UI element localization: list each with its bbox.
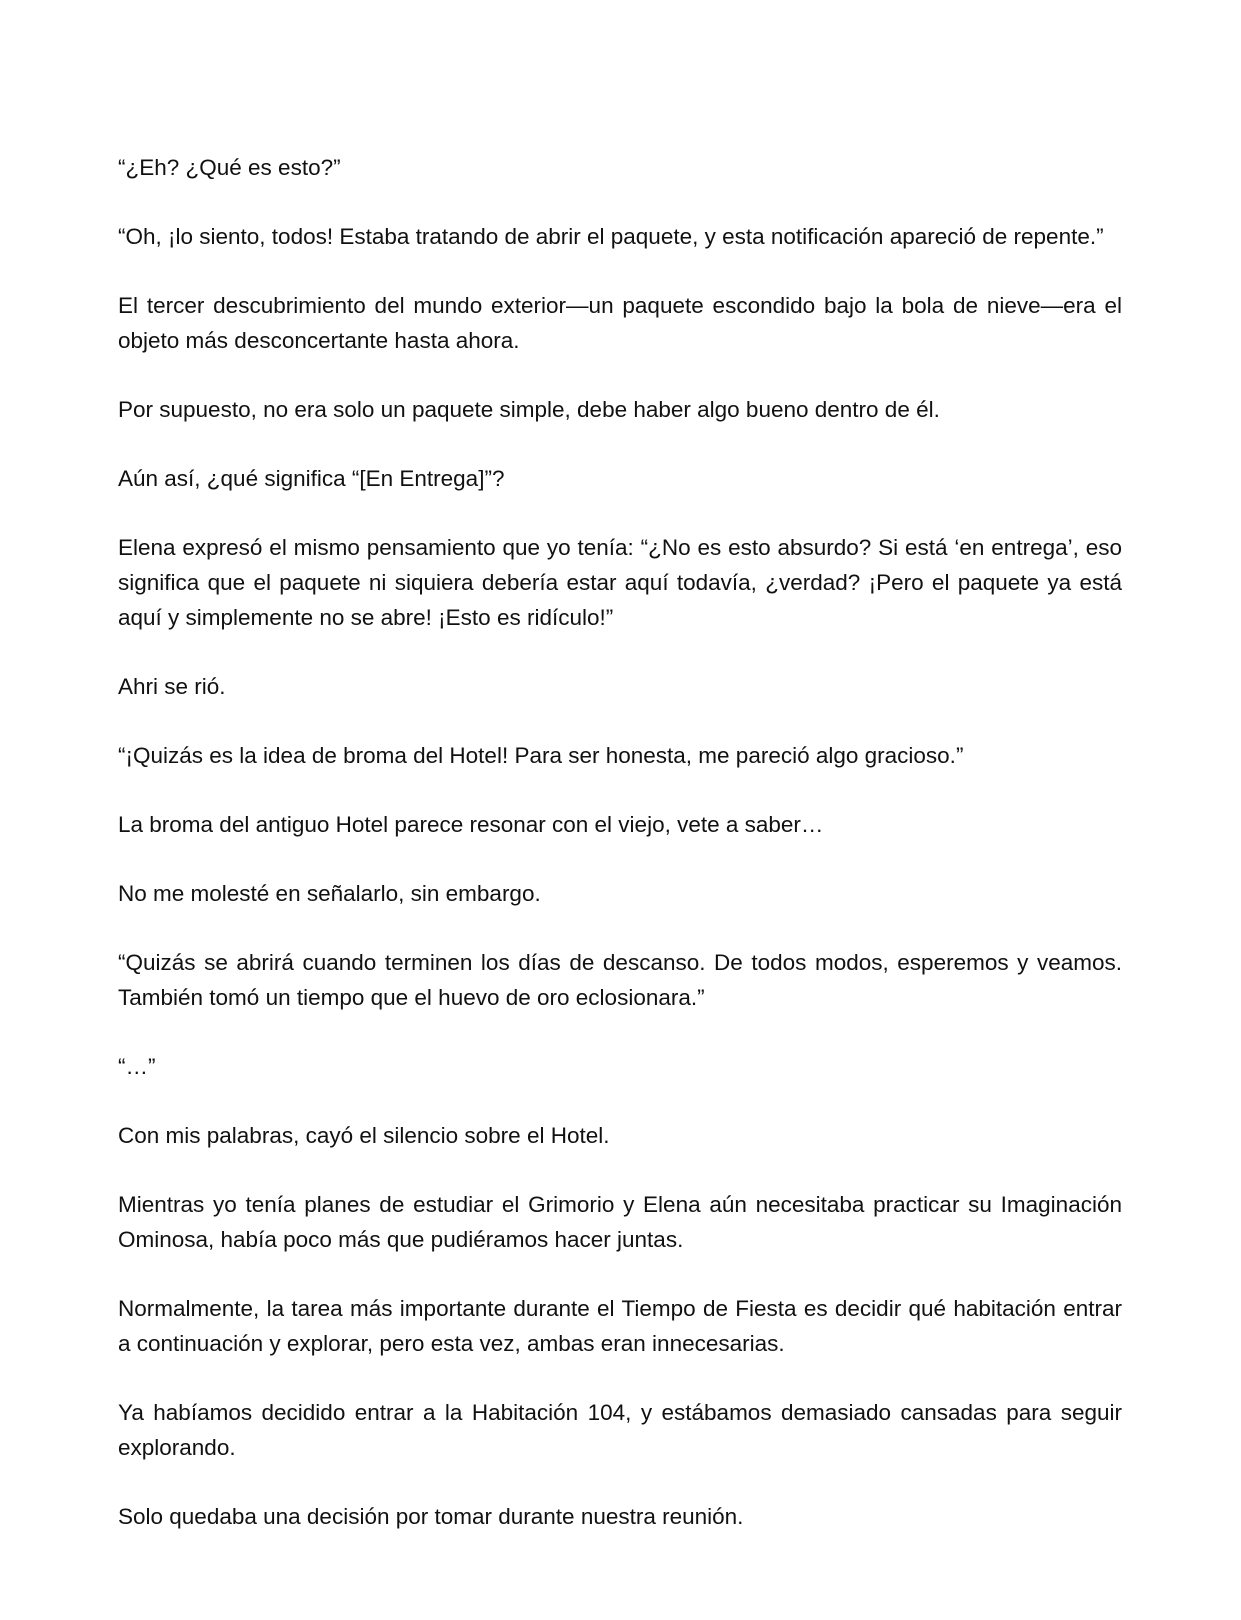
- paragraph: Normalmente, la tarea más importante durante el Tiempo de Fiesta es decidir qué habitación entrar a continuación y explorar, pero esta vez, ambas eran innecesarias.: [118, 1296, 1122, 1356]
- paragraph: “¡Quizás es la idea de broma del Hotel! Para ser honesta, me pareció algo gracioso.”: [118, 743, 964, 768]
- paragraph: Con mis palabras, cayó el silencio sobre el Hotel.: [118, 1123, 610, 1148]
- paragraph: Solo quedaba una decisión por tomar durante nuestra reunión.: [118, 1504, 744, 1529]
- paragraph: Ahri se rió.: [118, 674, 226, 699]
- paragraph: El tercer descubrimiento del mundo exterior—un paquete escondido bajo la bola de nieve—era el objeto más desconcertante hasta ahora.: [118, 293, 1122, 353]
- paragraph: No me molesté en señalarlo, sin embargo.: [118, 881, 541, 906]
- paragraph: “¿Eh? ¿Qué es esto?”: [118, 155, 341, 180]
- paragraph: Elena expresó el mismo pensamiento que yo tenía: “¿No es esto absurdo? Si está ‘en entrega’, eso significa que el paquete ni siquiera debería estar aquí todavía, ¿verdad? ¡Pero el paquete ya está aquí y simplemente no se abre! ¡Esto es ridículo!”: [118, 535, 1122, 630]
- paragraph: Mientras yo tenía planes de estudiar el Grimorio y Elena aún necesitaba practicar su Imaginación Ominosa, había poco más que pudiéramos hacer juntas.: [118, 1192, 1122, 1252]
- paragraph: Ya habíamos decidido entrar a la Habitación 104, y estábamos demasiado cansadas para seguir explorando.: [118, 1400, 1122, 1460]
- paragraph: Por supuesto, no era solo un paquete simple, debe haber algo bueno dentro de él.: [118, 397, 940, 422]
- paragraph: “Oh, ¡lo siento, todos! Estaba tratando de abrir el paquete, y esta notificación apareció de repente.”: [118, 224, 1104, 249]
- paragraph: Aún así, ¿qué significa “[En Entrega]”?: [118, 466, 505, 491]
- document-page: [118, 150, 1122, 1534]
- paragraph: “Quizás se abrirá cuando terminen los días de descanso. De todos modos, esperemos y veamos. También tomó un tiempo que el huevo de oro eclosionara.”: [118, 950, 1122, 1010]
- paragraph: “…”: [118, 1054, 156, 1079]
- paragraph: La broma del antiguo Hotel parece resonar con el viejo, vete a saber…: [118, 812, 824, 837]
